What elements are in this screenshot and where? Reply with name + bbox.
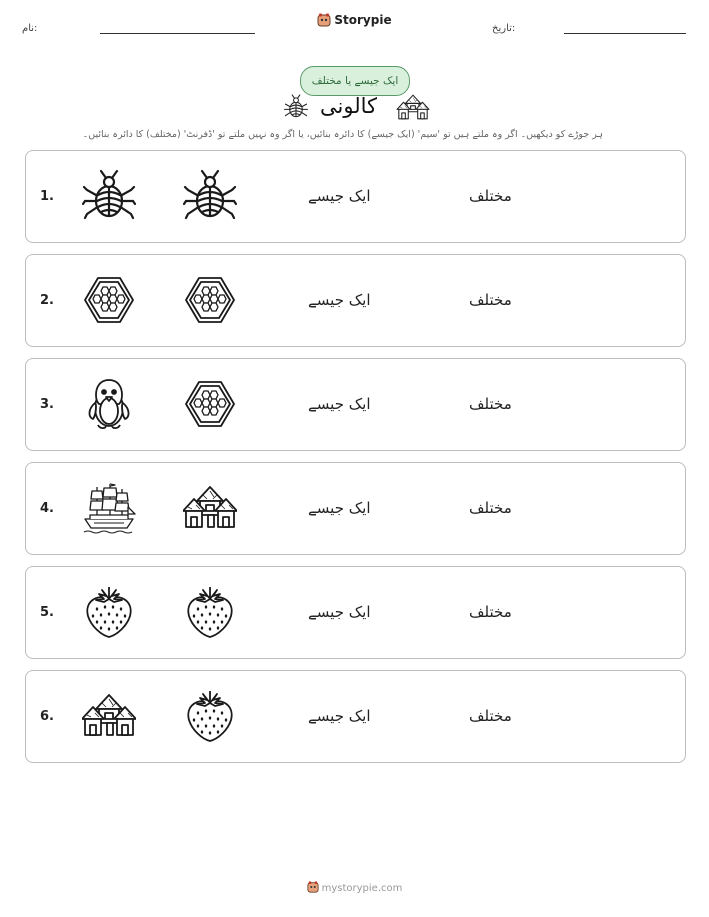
footer [0, 881, 709, 894]
different-option[interactable]: مختلف [469, 291, 512, 309]
bug-icon [183, 169, 237, 223]
same-option[interactable]: ایک جیسے [308, 603, 371, 621]
storypie-logo-icon [317, 13, 331, 27]
bug-icon [82, 169, 136, 223]
date-line[interactable] [564, 33, 686, 34]
same-option[interactable]: ایک جیسے [308, 291, 371, 309]
page-title: کالونی [320, 94, 377, 118]
penguin-icon [82, 377, 136, 431]
brand-name: Storypie [334, 13, 392, 27]
ship-icon [82, 481, 136, 535]
honeycomb-icon [183, 273, 237, 327]
storypie-logo-icon [307, 881, 319, 893]
row-number: 5. [40, 605, 54, 620]
same-option[interactable]: ایک جیسے [308, 187, 371, 205]
row-4 [25, 462, 686, 555]
huts-icon [183, 485, 237, 539]
footer-link[interactable]: mystorypie.com [321, 883, 403, 894]
different-option[interactable]: مختلف [469, 707, 512, 725]
different-option[interactable]: مختلف [469, 187, 512, 205]
row-2 [25, 254, 686, 347]
date-label: تاریخ: [492, 23, 516, 34]
strawberry-icon [183, 689, 237, 743]
title-bug-icon [283, 92, 309, 122]
same-option[interactable]: ایک جیسے [308, 707, 371, 725]
honeycomb-icon [183, 377, 237, 431]
different-option[interactable]: مختلف [469, 395, 512, 413]
row-6 [25, 670, 686, 763]
topic-badge: ایک جیسے یا مختلف [300, 66, 410, 96]
row-1 [25, 150, 686, 243]
row-3 [25, 358, 686, 451]
title-huts-icon [397, 94, 429, 120]
title-bug-svg [283, 92, 309, 122]
strawberry-icon [183, 585, 237, 639]
huts-icon [82, 693, 136, 747]
row-number: 3. [40, 397, 54, 412]
row-5 [25, 566, 686, 659]
different-option[interactable]: مختلف [469, 499, 512, 517]
name-line[interactable] [100, 33, 255, 34]
name-label: نام: [22, 23, 38, 34]
same-option[interactable]: ایک جیسے [308, 499, 371, 517]
brand [0, 13, 709, 27]
instructions: ہر جوڑے کو دیکھیں۔ اگر وہ ملتے ہیں تو 'سیم' (ایک جیسے) کا دائرہ بنائیں، یا اگر وہ نہیں ملتے تو 'ڈفرنٹ' (مختلف) کا دائرہ بنائیں۔ [82, 129, 603, 140]
same-option[interactable]: ایک جیسے [308, 395, 371, 413]
title-huts-svg [397, 94, 429, 120]
row-number: 4. [40, 501, 54, 516]
row-number: 6. [40, 709, 54, 724]
strawberry-icon [82, 585, 136, 639]
different-option[interactable]: مختلف [469, 603, 512, 621]
row-number: 1. [40, 189, 54, 204]
honeycomb-icon [82, 273, 136, 327]
row-number: 2. [40, 293, 54, 308]
title-row [0, 92, 709, 124]
